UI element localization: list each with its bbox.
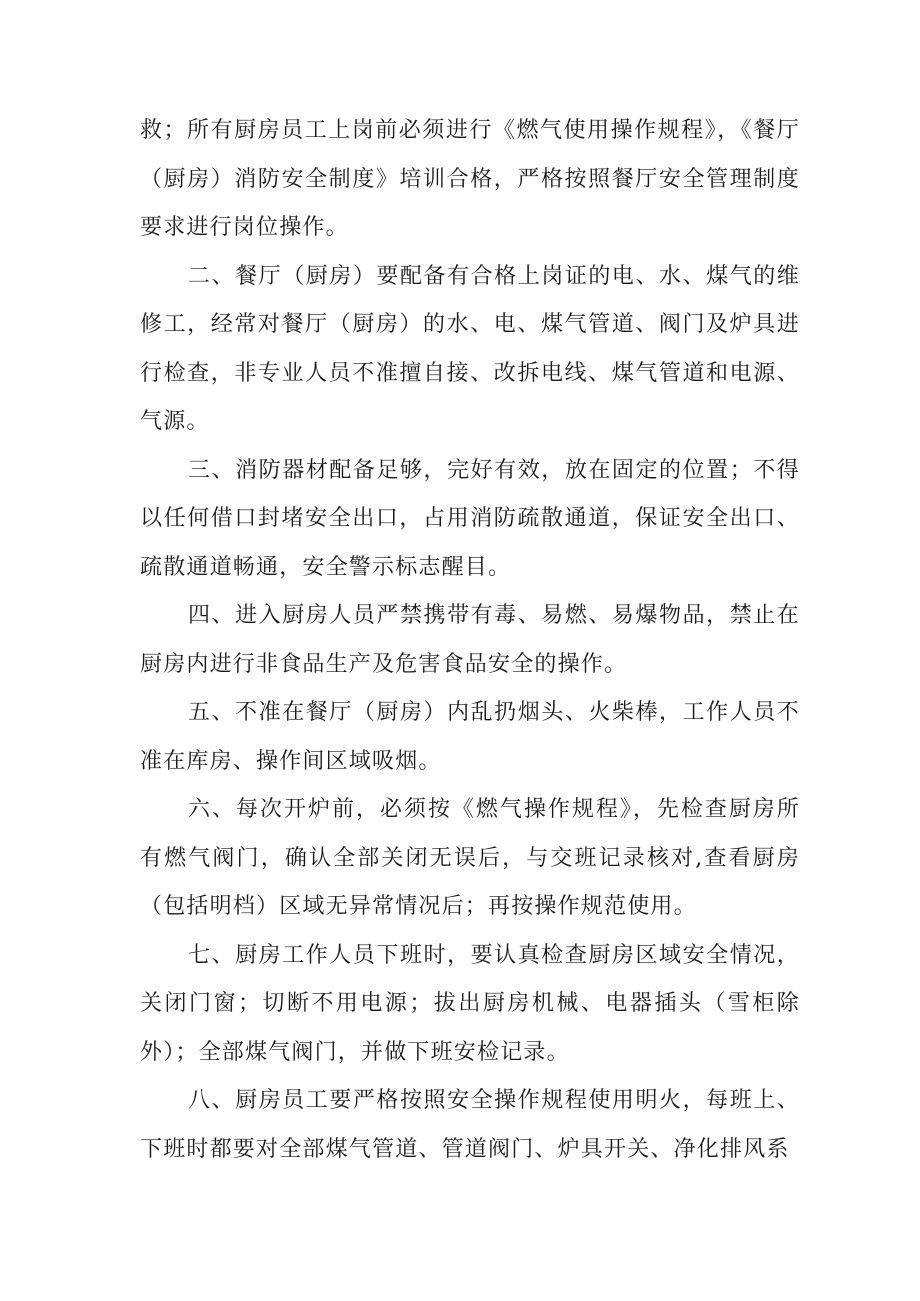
paragraph-item-4: 四、进入厨房人员严禁携带有毒、易燃、易爆物品，禁止在厨房内进行非食品生产及危害食品安全的操作。 <box>140 603 800 677</box>
document-body <box>140 107 800 1174</box>
paragraph-item-8: 八、厨房员工要严格按照安全操作规程使用明火，每班上、下班时都要对全部煤气管道、管道阀门、炉具开关、净化排风系 <box>140 1088 800 1162</box>
paragraph-item-2: 二、餐厅（厨房）要配备有合格上岗证的电、水、煤气的维修工，经常对餐厅（厨房）的水、电、煤气管道、阀门及炉具进行检查，非专业人员不准擅自接、改拆电线、煤气管道和电源、气源。 <box>140 263 800 434</box>
paragraph-item-3: 三、消防器材配备足够，完好有效，放在固定的位置；不得以任何借口封堵安全出口，占用消防疏散通道，保证安全出口、疏散通道畅通，安全警示标志醒目。 <box>140 457 800 580</box>
paragraph-item-5: 五、不准在餐厅（厨房）内乱扔烟头、火柴棒，工作人员不准在库房、操作间区域吸烟。 <box>140 700 800 774</box>
paragraph-item-7: 七、厨房工作人员下班时，要认真检查厨房区域安全情况，关闭门窗；切断不用电源；拔出厨房机械、电器插头（雪柜除外）；全部煤气阀门，并做下班安检记录。 <box>140 942 800 1065</box>
paragraph-continuation: 救；所有厨房员工上岗前必须进行《燃气使用操作规程》，《餐厅（厨房）消防安全制度》培训合格，严格按照餐厅安全管理制度要求进行岗位操作。 <box>140 118 800 240</box>
paragraph-item-6: 六、每次开炉前，必须按《燃气操作规程》，先检查厨房所有燃气阀门，确认全部关闭无误后，与交班记录核对,查看厨房（包括明档）区域无异常情况后；再按操作规范使用。 <box>140 797 800 919</box>
